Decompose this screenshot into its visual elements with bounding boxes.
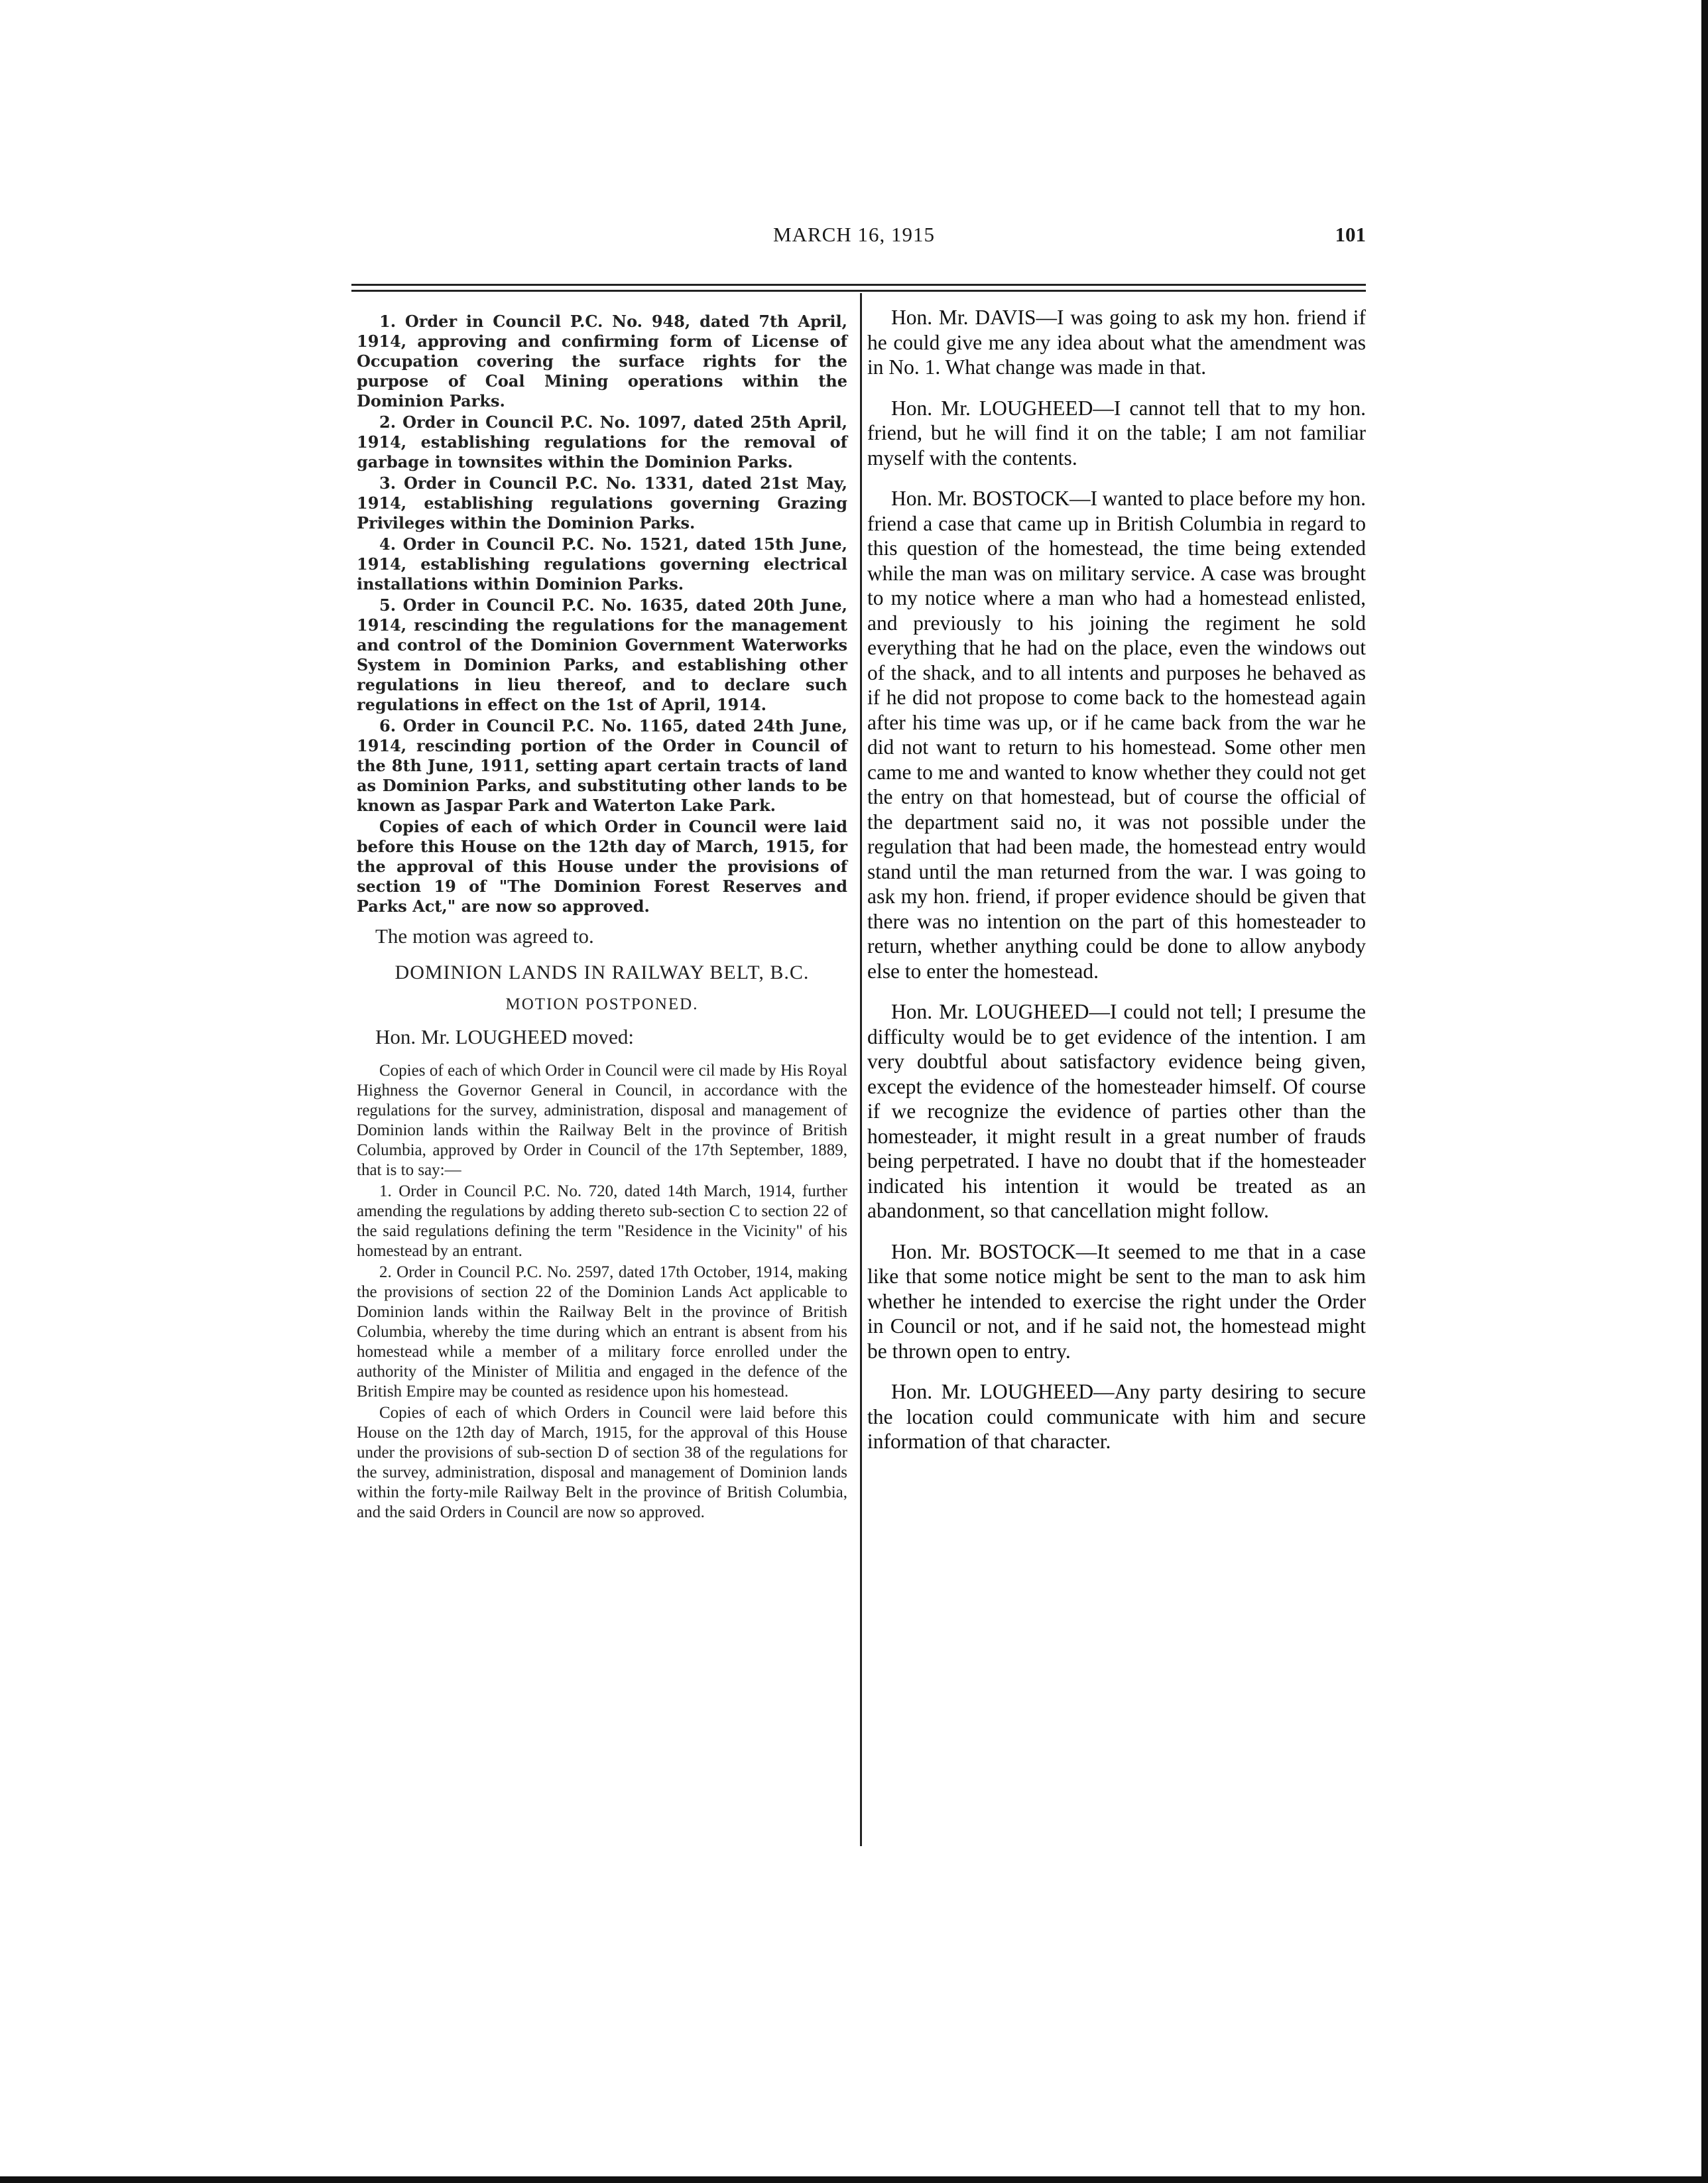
page-date: MARCH 16, 1915 <box>773 223 935 246</box>
order-item: 2. Order in Council P.C. No. 1097, dated 25th April, 1914, establishing regulations for the removal of garbage in townsites within the Dominion Parks. <box>357 412 847 471</box>
left-column <box>357 312 847 1524</box>
speech-paragraph: Hon. Mr. DAVIS—I was going to ask my hon. friend if he could give me any idea about what the amendment was in No. 1. What change was made in that. <box>867 306 1366 379</box>
speech-paragraph: Hon. Mr. LOUGHEED—I could not tell; I presume the difficulty would be to get evidence of the intention. I am very doubtful about satisfactory evidence being given, except the evidence of the homesteader himself. Of course if we recognize the evidence of parties other than the homesteader, it might result in a great number of frauds being perpetrated. I have no doubt that if the homesteader indicated his intention it would be treated as an abandonment, so that cancellation might follow. <box>867 1000 1366 1222</box>
motion-agreed-line: The motion was agreed to. <box>375 924 594 948</box>
speech-paragraph: Hon. Mr. LOUGHEED—Any party desiring to secure the location could communicate with him and secure information of that character. <box>867 1380 1366 1453</box>
motion-item: 2. Order in Council P.C. No. 2597, dated 17th October, 1914, making the provisions of section 22 of the Dominion Lands Act applicable to Dominion lands within the Railway Belt in the province of British Columbia, whereby the time during which an entrant is absent from his homestead while a member of a military force enrolled under the authority of the Minister of Militia and engaged in the defence of the British Empire may be counted as residence upon his homestead. <box>357 1263 847 1401</box>
order-item: 4. Order in Council P.C. No. 1521, dated 15th June, 1914, establishing regulations governing electrical installations within Dominion Parks. <box>357 534 847 593</box>
section-subheading: MOTION POSTPONED. <box>505 995 699 1013</box>
order-item: 3. Order in Council P.C. No. 1331, dated 21st May, 1914, establishing regulations governing Grazing Privileges within the Dominion Parks. <box>357 473 847 532</box>
motion-item: Copies of each of which Order in Council were cil made by His Royal Highness the Governor General in Council, in accordance with the regulations for the survey, administration, disposal and management of Dominion lands within the Railway Belt in the province of British Columbia, approved by Order in Council of the 17th September, 1889, that is to say:— <box>357 1062 847 1179</box>
right-column <box>867 305 1366 1470</box>
motion-item: Copies of each of which Orders in Council were laid before this House on the 12th day of March, 1915, for the approval of this House under the provisions of sub-section D of section 38 of the regulations for the survey, administration, disposal and management of Dominion lands within the forty-mile Railway Belt in the province of British Columbia, and the said Orders in Council are now so approved. <box>357 1404 847 1521</box>
section-heading: DOMINION LANDS IN RAILWAY BELT, B.C. <box>395 962 810 983</box>
page-number: 101 <box>1335 223 1366 246</box>
speech-paragraph: Hon. Mr. BOSTOCK—I wanted to place before my hon. friend a case that came up in British Columbia in regard to this question of the homestead, the time being extended while the man was on military service. A case was brought to my notice where a man who had a homestead enlisted, and previously to his joining the regiment he sold everything that he had on the place, even the windows out of the shack, and to all intents and purposes he behaved as if he did not propose to come back to the homestead again after his time was up, or if he came back from the war he did not want to return to his homestead. Some other men came to me and wanted to know whether they could not get the entry on that homestead, but of course the official of the department said no, it was not possible under the regulation that had been made, the homestead entry would stand until the man returned from the war. I was going to ask my hon. friend, if proper evidence should be given that there was no intention on the part of this homesteader to return, whether anything could be done to allow anybody else to enter the homestead. <box>867 487 1366 983</box>
order-item: 1. Order in Council P.C. No. 948, dated 7th April, 1914, approving and confirming form of License of Occupation covering the surface rights for the purpose of Coal Mining operations within the Dominion Parks. <box>357 312 847 410</box>
header-rule-top <box>351 284 1366 286</box>
order-item: 5. Order in Council P.C. No. 1635, dated 20th June, 1914, rescinding the regulations for the management and control of the Dominion Government Waterworks System in Dominion Parks, and establishing other regulations in lieu thereof, and to declare such regulations in effect on the 1st of April, 1914. <box>357 595 847 714</box>
page-header <box>351 223 1366 263</box>
motion-item: 1. Order in Council P.C. No. 720, dated 14th March, 1914, further amending the regulations by adding thereto sub-section C to section 22 of the said regulations defining the term "Residence in the Vicinity" of his homestead by an entrant. <box>357 1182 847 1260</box>
moved-line: Hon. Mr. LOUGHEED moved: <box>375 1025 635 1048</box>
order-approval-note: Copies of each of which Order in Council were laid before this House on the 12th day of March, 1915, for the approval of this House under the provisions of section 19 of "The Dominion Forest Reserves and Parks Act," are now so approved. <box>357 817 847 916</box>
speech-paragraph: Hon. Mr. LOUGHEED—I cannot tell that to my hon. friend, but he will find it on the table; I am not familiar myself with the contents. <box>867 396 1366 469</box>
column-divider <box>860 293 862 1846</box>
speech-paragraph: Hon. Mr. BOSTOCK—It seemed to me that in a case like that some notice might be sent to the man to ask him whether he intended to exercise the right under the Order in Council or not, and if he said not, the homestead might be thrown open to entry. <box>867 1239 1366 1363</box>
order-item: 6. Order in Council P.C. No. 1165, dated 24th June, 1914, rescinding portion of the Order in Council of the 8th June, 1911, setting apart certain tracts of land as Dominion Parks, and substituting other lands to be known as Jaspar Park and Waterton Lake Park. <box>357 716 847 815</box>
header-rule-bottom <box>351 290 1366 292</box>
